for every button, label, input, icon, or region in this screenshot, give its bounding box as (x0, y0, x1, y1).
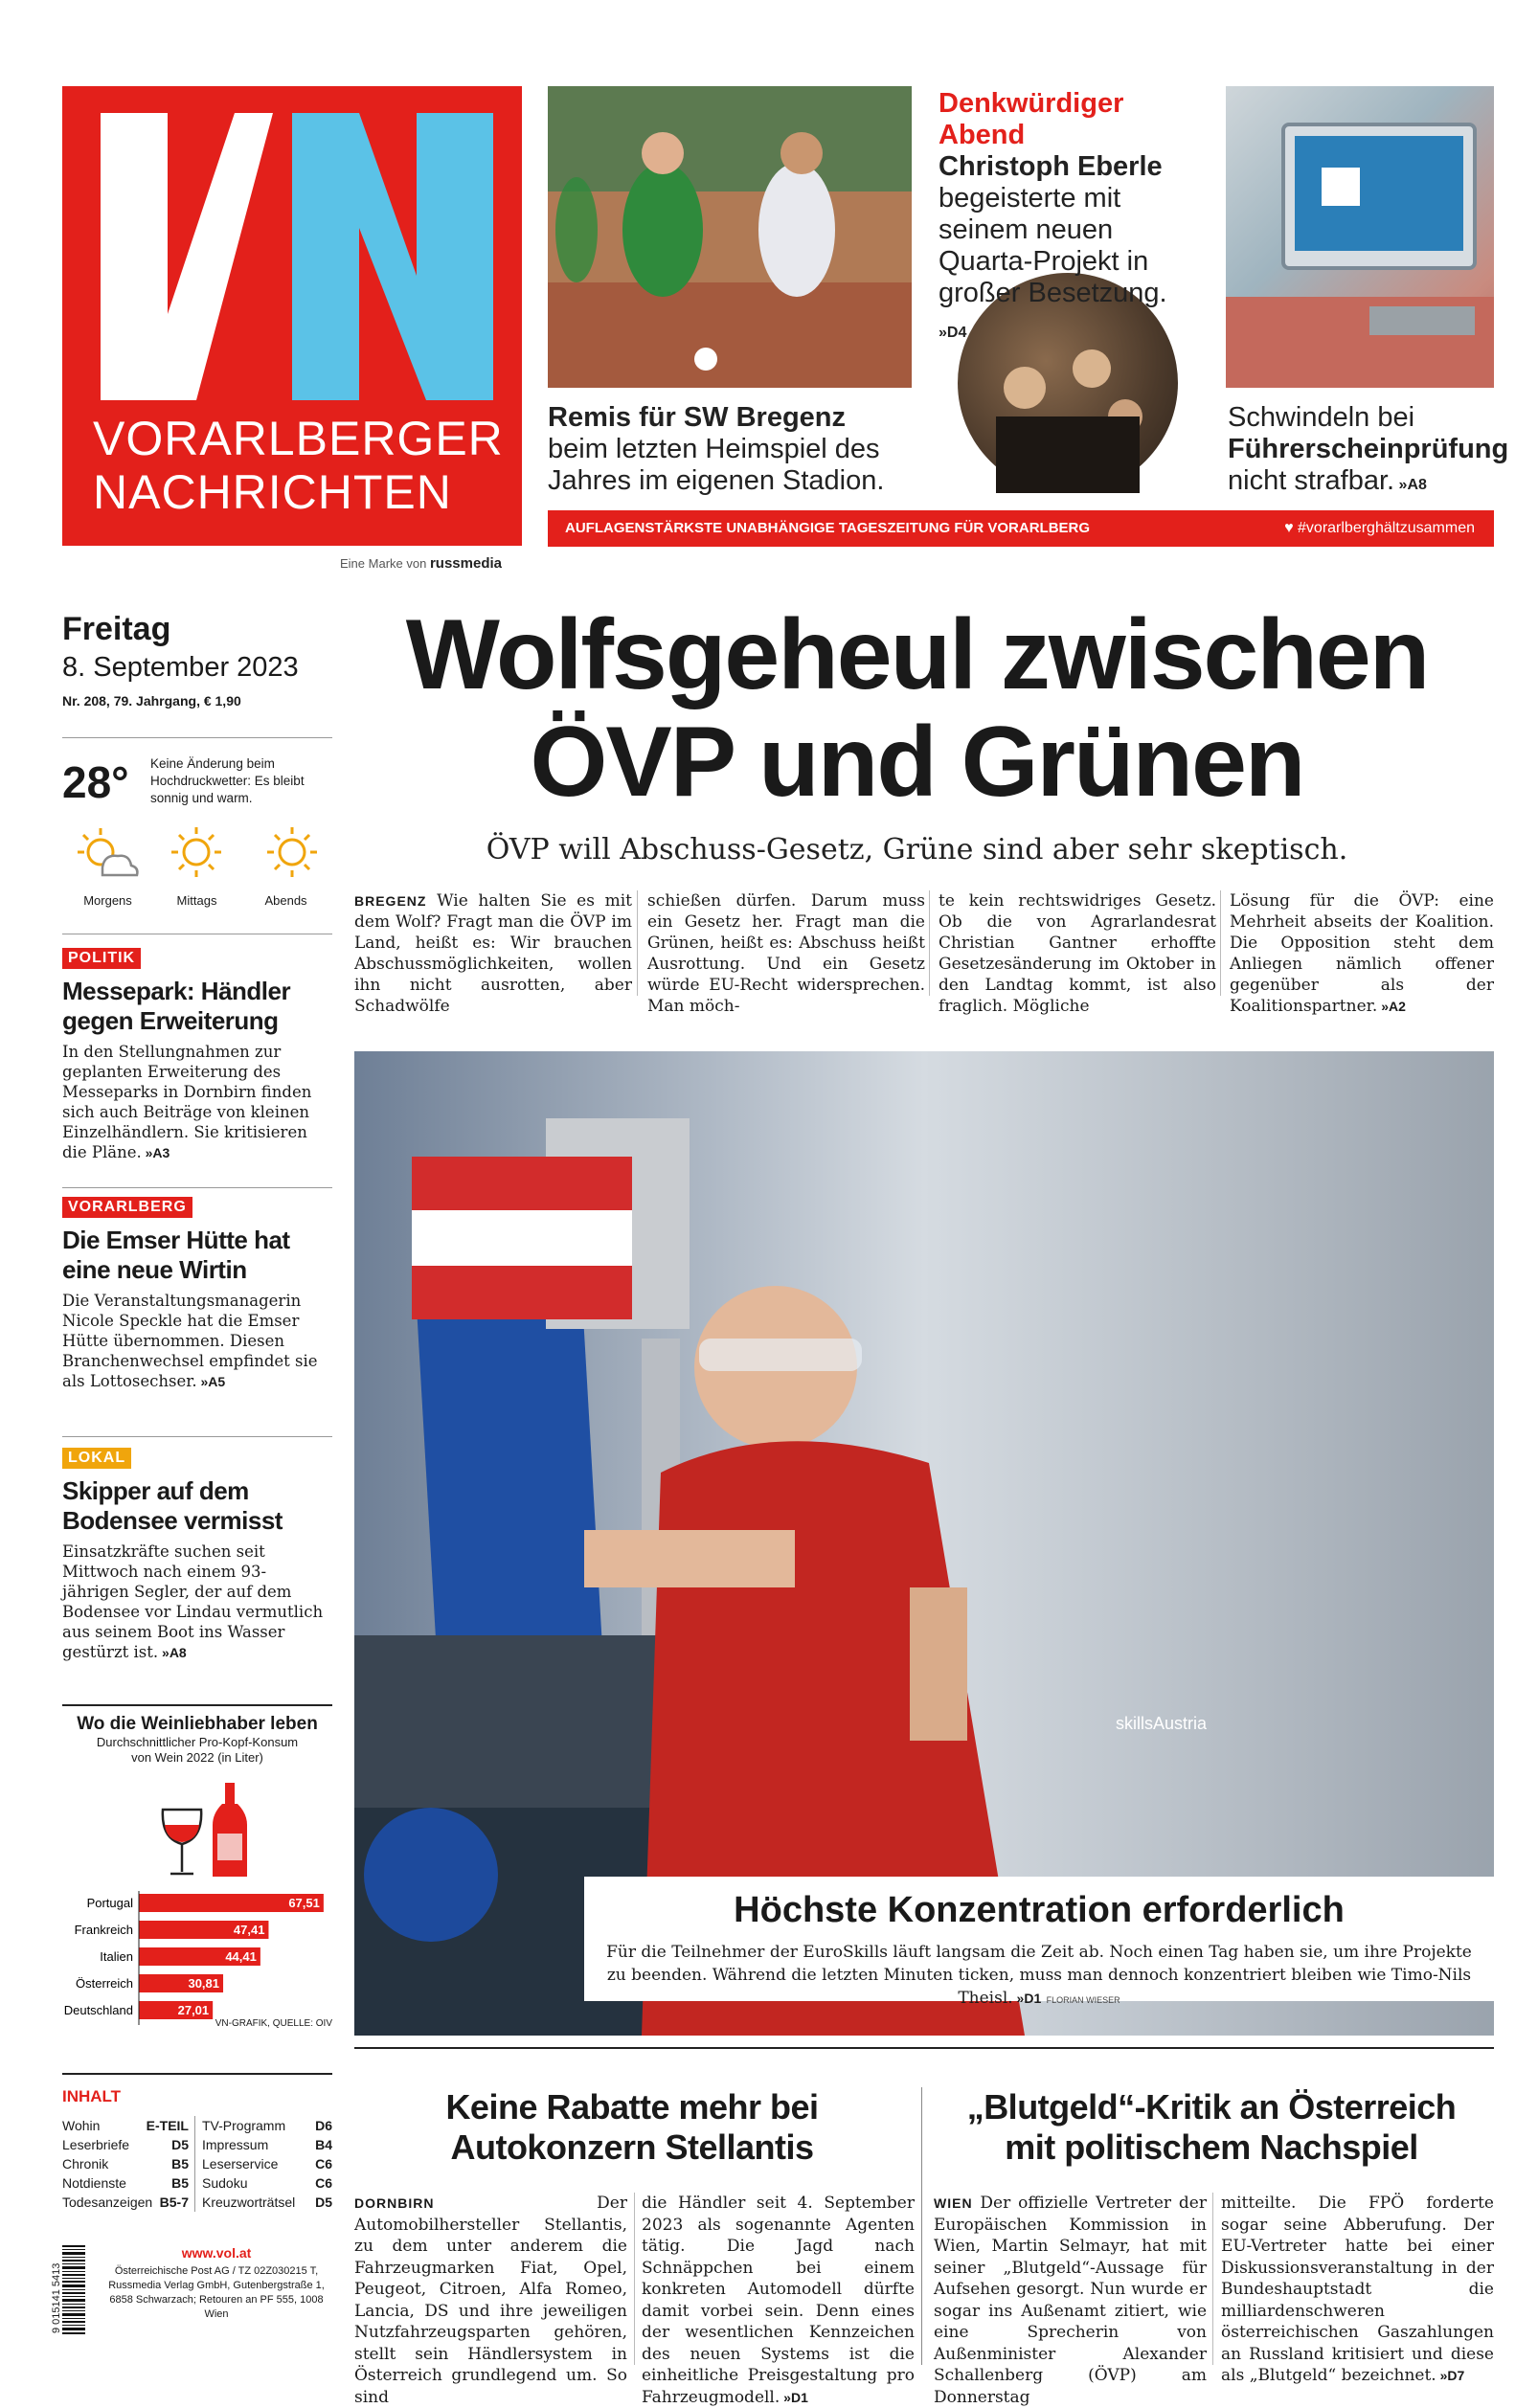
teaser-driving-bold: Führerscheinprüfung (1228, 434, 1509, 464)
lead-headline-line2: ÖVP und Grünen (530, 707, 1304, 818)
contents-section: Notdienste (62, 2175, 126, 2191)
article-stellantis-headline-line2: Autokonzern Stellantis (450, 2127, 814, 2167)
lead-col-3: te kein rechtswidriges Gesetz. Ob die von Agrarlandesrat Christian Gantner erhoffte Gesetzesänderung im Oktober in den Landtag kommt, ist also fraglich. Mögliche (939, 891, 1216, 1016)
lead-ref: »A2 (1377, 999, 1406, 1014)
contents-section: Chronik (62, 2156, 109, 2172)
teaser-driving-lead: Schwindeln bei (1228, 402, 1415, 433)
wine-glass-bottle-icon (153, 1781, 268, 1886)
issue-weekday: Freitag (62, 611, 171, 647)
chart-value-label: 44,41 (225, 1949, 257, 1964)
side-story-ref: »A3 (141, 1145, 170, 1160)
teaser-culture-kicker: Denkwürdiger Abend (939, 88, 1124, 150)
contents-list-left (62, 2116, 189, 2212)
contents-section: Wohin (62, 2118, 101, 2133)
weather-label-evening: Abends (264, 893, 307, 908)
divider (354, 2047, 1494, 2049)
weather-label-noon: Mittags (176, 893, 217, 908)
side-story-title: Skipper auf dem Bodensee vermisst (62, 1476, 283, 1535)
weather-text: Keine Änderung beim Hochdruckwetter: Es bleibt sonnig und warm. (150, 756, 305, 805)
contents-section: Impressum (202, 2137, 269, 2152)
teaser-sport-bold: Remis für SW Bregenz (548, 402, 846, 433)
chart-title: Wo die Weinliebhaber leben (77, 1714, 318, 1734)
contents-row[interactable] (62, 2135, 189, 2154)
weather-box (62, 752, 332, 908)
side-story-title: Messepark: Händler gegen Erweiterung (62, 977, 291, 1035)
chart-value-label: 27,01 (177, 2003, 210, 2017)
chart-value-label: 67,51 (288, 1896, 320, 1910)
contents-row[interactable] (202, 2193, 332, 2212)
wine-chart (62, 1714, 332, 2030)
teaser-culture-bold: Christoph Eberle (939, 151, 1163, 182)
issue-number: Nr. 208, 79. Jahrgang, € 1,90 (62, 693, 241, 709)
divider (62, 2073, 332, 2075)
weather-icons (62, 823, 332, 881)
tagline-hashtag[interactable] (1284, 510, 1475, 547)
divider (62, 1436, 332, 1437)
chart-value-label: 47,41 (233, 1923, 265, 1937)
lead-col-4 (1230, 890, 1494, 1017)
divider (929, 890, 930, 996)
contents-row[interactable] (202, 2116, 332, 2135)
article-blutgeld-headline-line2: mit politischem Nachspiel (1005, 2127, 1418, 2167)
divider (637, 890, 638, 996)
teaser-driving-text: nicht strafbar. (1228, 465, 1395, 496)
contents-page: E-TEIL (146, 2118, 189, 2133)
shirt-logo-text: skillsAustria (1116, 1714, 1208, 1733)
photo-caption-ref: »D1 (1012, 1991, 1042, 2006)
divider (62, 1187, 332, 1188)
lead-city: BREGENZ (354, 893, 427, 909)
side-story-2[interactable] (62, 1197, 332, 1392)
side-story-ref: »A5 (196, 1374, 226, 1389)
contents-box (62, 2087, 332, 2210)
photo-caption-text: Für die Teilnehmer der EuroSkills läuft langsam die Zeit ab. Noch einen Tag haben sie, um ihre Projekte zu beenden. Während die letzten Minuten ticken, muss man dennoch konzentriert bleiben wie Timo-Nils Theisl. (606, 1943, 1472, 2008)
contents-section: Todesanzeigen (62, 2194, 153, 2210)
article-blutgeld-col-1 (934, 2193, 1207, 2408)
contents-heading: INHALT (62, 2087, 122, 2105)
contents-page: D5 (171, 2137, 189, 2152)
article-stellantis-headline-line1: Keine Rabatte mehr bei (445, 2087, 819, 2127)
barcode-number: 9 015141 5413 (51, 2262, 62, 2333)
chart-category-label: Deutschland (63, 2003, 133, 2017)
football-scene-illustration (548, 86, 912, 388)
masthead-name-line2: NACHRICHTEN (93, 465, 452, 519)
teaser-photo-driving-test[interactable] (1226, 86, 1494, 388)
lead-headline-line1: Wolfsgeheul zwischen (405, 599, 1429, 710)
hashtag-text: #vorarlberghältzusammen (1298, 520, 1475, 536)
side-story-kicker: VORARLBERG (62, 1197, 192, 1218)
lead-col1-text: Wie halten Sie es mit dem Wolf? Fragt man die ÖVP im Land, heißt es: Wir brauchen Abschussmöglichkeiten, wollen ihn nicht ausrotten, aber Schadwölfe (354, 891, 632, 1016)
chart-subtitle: Durchschnittlicher Pro-Kopf-Konsum von Wein 2022 (in Liter) (96, 1735, 299, 1765)
masthead-name-line1: VORARLBERGER (93, 412, 504, 465)
contents-page: B5-7 (159, 2194, 189, 2210)
contents-page: C6 (315, 2175, 332, 2191)
contents-list-right (202, 2116, 332, 2212)
divider (634, 2193, 635, 2365)
article-blutgeld-ref: »D7 (1436, 2368, 1465, 2383)
photo-caption-text-wrap (603, 1941, 1475, 2012)
chart-value-label: 30,81 (188, 1976, 220, 1991)
article-blutgeld-col1-text: Der offizielle Vertreter der Europäischen Kommission in Wien, Martin Selmayr, hat mit seiner „Blutgeld“-Aussage für Aufsehen gesorgt. Nun wurde er sogar ins Außenamt zitiert, wie eine Sprecherin von Außenminister Alexander Schallenberg (ÖVP) am Donnerstag (934, 2194, 1207, 2407)
barcode-bars (62, 2245, 85, 2336)
tagline-slogan: AUFLAGENSTÄRKSTE UNABHÄNGIGE TAGESZEITUNG FÜR VORARLBERG (565, 520, 1091, 536)
divider (921, 2087, 922, 2365)
lead-col4-text: Lösung für die ÖVP: eine Mehrheit abseits der Koalition. Die Opposition steht dem Anliegen nämlich offener gegenüber als der Koalitionspartner. (1230, 891, 1494, 1016)
contents-page: B5 (171, 2156, 189, 2172)
masthead-logo (62, 86, 522, 546)
contents-row[interactable] (62, 2154, 189, 2173)
side-story-text: Die Veranstaltungsmanagerin Nicole Speckle hat die Emser Hütte übernommen. Diesen Branchenwechsel empfindet sie als Lottosechser. (62, 1292, 318, 1390)
contents-page: D5 (315, 2194, 332, 2210)
footer-imprint: Österreichische Post AG / TZ 02Z030215 T, Russmedia Verlag GmbH, Gutenbergstraße 1, 6858 Schwarzach; Retouren an PF 555, 1008 Wien (108, 2265, 325, 2320)
contents-row[interactable] (202, 2154, 332, 2173)
lead-headline[interactable] (340, 601, 1494, 816)
tagline-bar (548, 510, 1494, 547)
article-blutgeld-col2-text: mitteilte. Die FPÖ forderte sogar seine Abberufung. Der EU-Vertreter hatte bei einer Diskussionsveranstaltung in der Bundeshauptstadt die milliardenschweren österreichischen Gaszahlungen an Russland kritisiert und diese als „Blutgeld“ bezeichnet. (1221, 2194, 1494, 2385)
computer-screen-illustration (1226, 86, 1494, 388)
side-story-title: Die Emser Hütte hat eine neue Wirtin (62, 1226, 290, 1284)
sun-cloud-icon (78, 828, 137, 875)
contents-section: Leserbriefe (62, 2137, 130, 2152)
article-stellantis-headline[interactable] (354, 2087, 910, 2168)
contents-divider (194, 2116, 195, 2212)
divider (62, 1704, 332, 1706)
weather-temp: 28° (62, 757, 129, 807)
divider (62, 737, 332, 738)
article-stellantis-ref: »D1 (780, 2389, 808, 2405)
contents-row[interactable] (202, 2173, 332, 2193)
article-stellantis-col1-text: Der Automobilhersteller Stellantis, zu dem unter anderem die Fahrzeugmarken Fiat, Opel, Peugeot, Citroen, Alfa Romeo, Lancia, DS und ihre jeweiligen Nutzfahrzeugsparten gehören, stellt sein Händlersystem in Österreich grundlegend um. So sind (354, 2194, 627, 2407)
photo-caption (584, 1877, 1494, 2008)
contents-page: D6 (315, 2118, 332, 2133)
chart-category-label: Italien (100, 1949, 133, 1964)
contents-row[interactable] (62, 2173, 189, 2193)
article-stellantis-col-1 (354, 2193, 627, 2408)
teaser-photo-football[interactable] (548, 86, 912, 388)
contents-row[interactable] (62, 2193, 189, 2212)
side-story-3[interactable] (62, 1448, 332, 1663)
divider (1220, 890, 1221, 996)
barcode (62, 2245, 85, 2336)
brand-line (340, 555, 502, 572)
side-story-1[interactable] (62, 948, 332, 1163)
contents-section: Leserservice (202, 2156, 279, 2172)
chart-category-label: Frankreich (74, 1923, 133, 1937)
contents-page: C6 (315, 2156, 332, 2172)
contents-row[interactable] (62, 2116, 189, 2135)
brand-prefix: Eine Marke von (340, 556, 427, 571)
issue-date: 8. September 2023 (62, 652, 299, 683)
teaser-culture[interactable] (939, 88, 1197, 349)
article-stellantis-col2-text: die Händler seit 4. September 2023 als sogenannte Agenten tätig. Die Jagd nach Schnäppchen bei einem konkreten Automodell dürfte damit vorbei sein. Denn eines der wesentlichen Kennzeichen des neuen Systems ist die einheitliche Preisgestaltung pro Fahrzeugmodell. (642, 2194, 915, 2407)
masthead-name (93, 412, 504, 519)
side-story-text: Einsatzkräfte suchen seit Mittwoch nach einem 93-jährigen Segler, der auf dem Bodensee vor Lindau vermutlich aus seinem Boot ins Wasser gestürzt ist. (62, 1542, 324, 1661)
sun-icon (267, 827, 317, 877)
vn-logo-mark (91, 113, 493, 400)
brand-name: russmedia (429, 555, 502, 572)
article-blutgeld-headline-line1: „Blutgeld“-Kritik an Österreich (966, 2087, 1457, 2127)
photo-credit: FLORIAN WIESER (1046, 1995, 1120, 2005)
weather-label-morning: Morgens (83, 893, 132, 908)
article-stellantis-col-2 (642, 2193, 915, 2408)
teaser-driving[interactable] (1228, 402, 1509, 501)
teaser-culture-text: begeisterte mit seinem neuen Quarta-Projekt in großer Besetzung. (939, 183, 1167, 308)
contents-section: TV-Programm (202, 2118, 286, 2133)
footer (51, 2245, 332, 2336)
contents-section: Sudoku (202, 2175, 248, 2191)
divider (1212, 2193, 1213, 2365)
teaser-culture-ref: »D4 (939, 325, 967, 341)
article-blutgeld-headline[interactable] (929, 2087, 1494, 2168)
side-story-kicker: POLITIK (62, 948, 141, 969)
contents-page: B5 (171, 2175, 189, 2191)
chart-category-label: Portugal (86, 1896, 133, 1910)
footer-url[interactable]: www.vol.at (181, 2245, 252, 2261)
issue-info (62, 611, 332, 709)
teaser-driving-ref: »A8 (1394, 477, 1427, 493)
side-story-ref: »A8 (158, 1645, 187, 1660)
article-stellantis-city: DORNBIRN (354, 2195, 435, 2211)
sun-icon (171, 827, 221, 877)
wine-bar-chart (62, 1891, 332, 2015)
teaser-sport-text: beim letzten Heimspiel des Jahres im eigenen Stadion. (548, 434, 885, 496)
chart-source: VN-GRAFIK, QUELLE: OIV (215, 2018, 332, 2029)
lead-col-1 (354, 890, 632, 1017)
article-blutgeld-col-2 (1221, 2193, 1494, 2387)
contents-section: Kreuzworträtsel (202, 2194, 296, 2210)
article-blutgeld-city: WIEN (934, 2195, 973, 2211)
lead-col-2: schießen dürfen. Darum muss ein Gesetz her. Fragt man die Grünen, heißt es: Abschuss heißt Ausrottung. Und ein Gesetz würde EU-Recht widersprechen. Man möch- (647, 891, 925, 1016)
heart-icon: ♥ (1284, 520, 1299, 536)
photo-caption-title: Höchste Konzentration erforderlich (734, 1890, 1345, 1930)
contents-page: B4 (315, 2137, 332, 2152)
chart-category-label: Österreich (76, 1976, 133, 1991)
contents-row[interactable] (202, 2135, 332, 2154)
side-story-kicker: LOKAL (62, 1448, 131, 1469)
lead-subhead: ÖVP will Abschuss-Gesetz, Grüne sind aber sehr skeptisch. (486, 833, 1348, 866)
side-story-text: In den Stellungnahmen zur geplanten Erweiterung des Messeparks in Dornbirn finden sich auch Beiträge von kleinen Einzelhändlern. Sie kritisieren die Pläne. (62, 1043, 312, 1161)
